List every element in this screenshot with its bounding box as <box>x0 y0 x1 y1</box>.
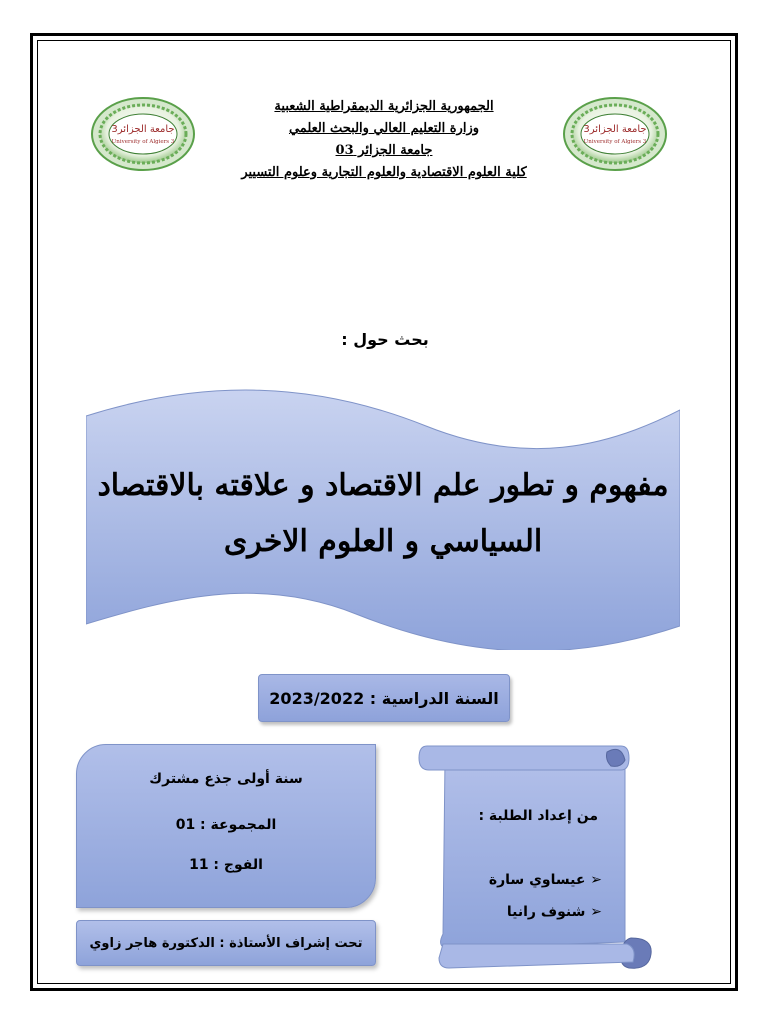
logo-arabic-text: جامعة الجزائر3 <box>111 124 175 135</box>
students-scroll <box>415 738 660 972</box>
header-republic: الجمهورية الجزائرية الديمقراطية الشعبية <box>274 99 494 114</box>
institution-header <box>220 96 548 184</box>
university-logo-left <box>90 96 196 172</box>
level-text: سنة أولى جذع مشترك <box>149 771 303 787</box>
research-about-label: بحث حول : <box>341 330 429 349</box>
academic-year-text: السنة الدراسية : 2023/2022 <box>269 688 499 708</box>
bullet-arrow-icon: ➢ <box>590 872 602 888</box>
students-label: من إعداد الطلبة : <box>478 808 598 824</box>
section-text: الفوج : 11 <box>189 857 263 873</box>
research-title <box>86 458 680 570</box>
logo-arabic-text: جامعة الجزائر3 <box>583 124 647 135</box>
class-info-card <box>76 744 376 908</box>
academic-year-box <box>258 674 510 722</box>
student-name: شنوف رانيا <box>506 904 586 920</box>
title-line-2: السياسي و العلوم الاخرى <box>223 524 543 559</box>
logo-english-text: University of Algiers 3 <box>583 139 647 145</box>
supervisor-text: تحت إشراف الأستاذة : الدكتورة هاجر زاوي <box>89 935 363 951</box>
bullet-arrow-icon: ➢ <box>590 904 602 920</box>
student-item-1 <box>470 872 602 888</box>
university-logo-right <box>562 96 668 172</box>
header-university: جامعة الجزائر 03 <box>335 143 433 158</box>
header-ministry: وزارة التعليم العالي والبحث العلمي <box>288 121 480 136</box>
supervisor-box <box>76 920 376 966</box>
student-name: عيساوي سارة <box>488 872 586 888</box>
header-faculty: كلية العلوم الاقتصادية والعلوم التجارية وعلوم التسيير <box>241 165 527 180</box>
title-line-1: مفهوم و تطور علم الاقتصاد و علاقته بالاقتصاد <box>97 468 669 503</box>
student-item-2 <box>470 904 602 920</box>
logo-english-text: University of Algiers 3 <box>111 139 175 145</box>
group-text: المجموعة : 01 <box>175 817 277 833</box>
